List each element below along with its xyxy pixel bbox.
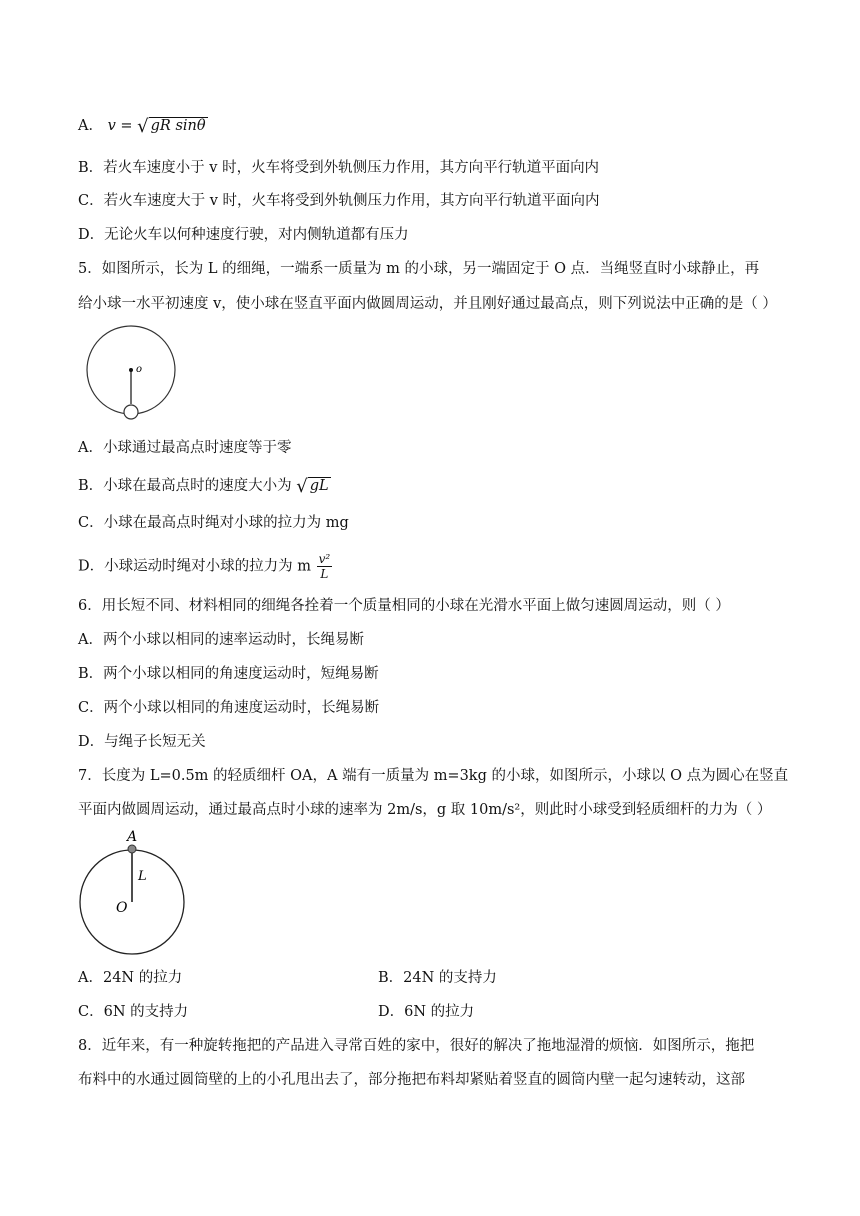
q7-stem-line1: 7．长度为 L=0.5m 的轻质细杆 OA，A 端有一质量为 m=3kg 的小球，如图所示，小球以 O 点为圆心在竖直 xyxy=(78,768,789,784)
q7-figure xyxy=(76,826,190,958)
sqrt-expression: √ gR sinθ xyxy=(137,116,206,137)
ball xyxy=(128,845,136,853)
q6-option-a: A．两个小球以相同的速率运动时，长绳易断 xyxy=(78,632,364,648)
q4-option-a xyxy=(78,116,208,137)
q4-option-b: B．若火车速度小于 v 时，火车将受到外轨侧压力作用，其方向平行轨道平面向内 xyxy=(78,160,600,176)
q5-option-a: A．小球通过最高点时速度等于零 xyxy=(78,440,292,456)
q6-option-d: D．与绳子长短无关 xyxy=(78,734,206,750)
q7-option-d: D．6N 的拉力 xyxy=(378,1004,475,1020)
label-l: L xyxy=(138,869,147,884)
q5-stem-line2: 给小球一水平初速度 v，使小球在竖直平面内做圆周运动，并且刚好通过最高点，则下列说法中正确的是（ ） xyxy=(78,296,777,312)
fraction-denominator: L xyxy=(320,567,329,581)
label-o: O xyxy=(116,900,128,916)
q8-stem-line1: 8．近年来，有一种旋转拖把的产品进入寻常百姓的家中，很好的解决了拖地湿滑的烦恼．如图所示，拖把 xyxy=(78,1038,755,1054)
sqrt-radicand: gL xyxy=(309,478,329,494)
option-text: D．小球运动时绳对小球的拉力为 m xyxy=(78,558,311,575)
q5-figure xyxy=(84,322,184,424)
pivot-label: o xyxy=(136,364,143,375)
q4-option-d: D．无论火车以何种速度行驶，对内侧轨道都有压力 xyxy=(78,227,409,243)
sqrt-expression: √ gL xyxy=(296,476,329,497)
q5-option-d xyxy=(78,552,332,581)
q7-stem-line2: 平面内做圆周运动，通过最高点时小球的速率为 2m/s，g 取 10m/s²，则此时小球受到轻质细杆的力为（ ） xyxy=(78,802,772,818)
q7-option-b: B．24N 的支持力 xyxy=(378,970,497,986)
q7-option-a: A．24N 的拉力 xyxy=(78,970,183,986)
q4-option-c: C．若火车速度大于 v 时，火车将受到外轨侧压力作用，其方向平行轨道平面向内 xyxy=(78,193,600,209)
q5-option-c: C．小球在最高点时绳对小球的拉力为 mg xyxy=(78,515,349,531)
fraction xyxy=(317,552,333,581)
ball xyxy=(124,405,138,419)
q6-stem: 6．用长短不同、材料相同的细绳各拴着一个质量相同的小球在光滑水平面上做匀速圆周运动，则（ ） xyxy=(78,598,730,614)
option-label: A． xyxy=(78,118,103,134)
q7-option-c: C．6N 的支持力 xyxy=(78,1004,189,1020)
q8-stem-line2: 布料中的水通过圆筒壁的上的小孔甩出去了，部分拖把布料却紧贴着竖直的圆筒内壁一起匀速转动，这部 xyxy=(78,1072,745,1088)
q5-option-b xyxy=(78,476,331,497)
pivot-point xyxy=(129,368,133,372)
sqrt-radicand: gR sinθ xyxy=(150,118,206,134)
label-a: A xyxy=(127,829,138,845)
q6-option-c: C．两个小球以相同的角速度运动时，长绳易断 xyxy=(78,700,380,716)
q6-option-b: B．两个小球以相同的角速度运动时，短绳易断 xyxy=(78,666,379,682)
q5-stem-line1: 5．如图所示，长为 L 的细绳，一端系一质量为 m 的小球，另一端固定于 O 点．当绳竖直时小球静止，再 xyxy=(78,261,760,277)
option-text: B．小球在最高点时的速度大小为 xyxy=(78,478,292,494)
fraction-numerator: v² xyxy=(318,552,331,566)
formula-lhs: v = xyxy=(107,118,133,134)
